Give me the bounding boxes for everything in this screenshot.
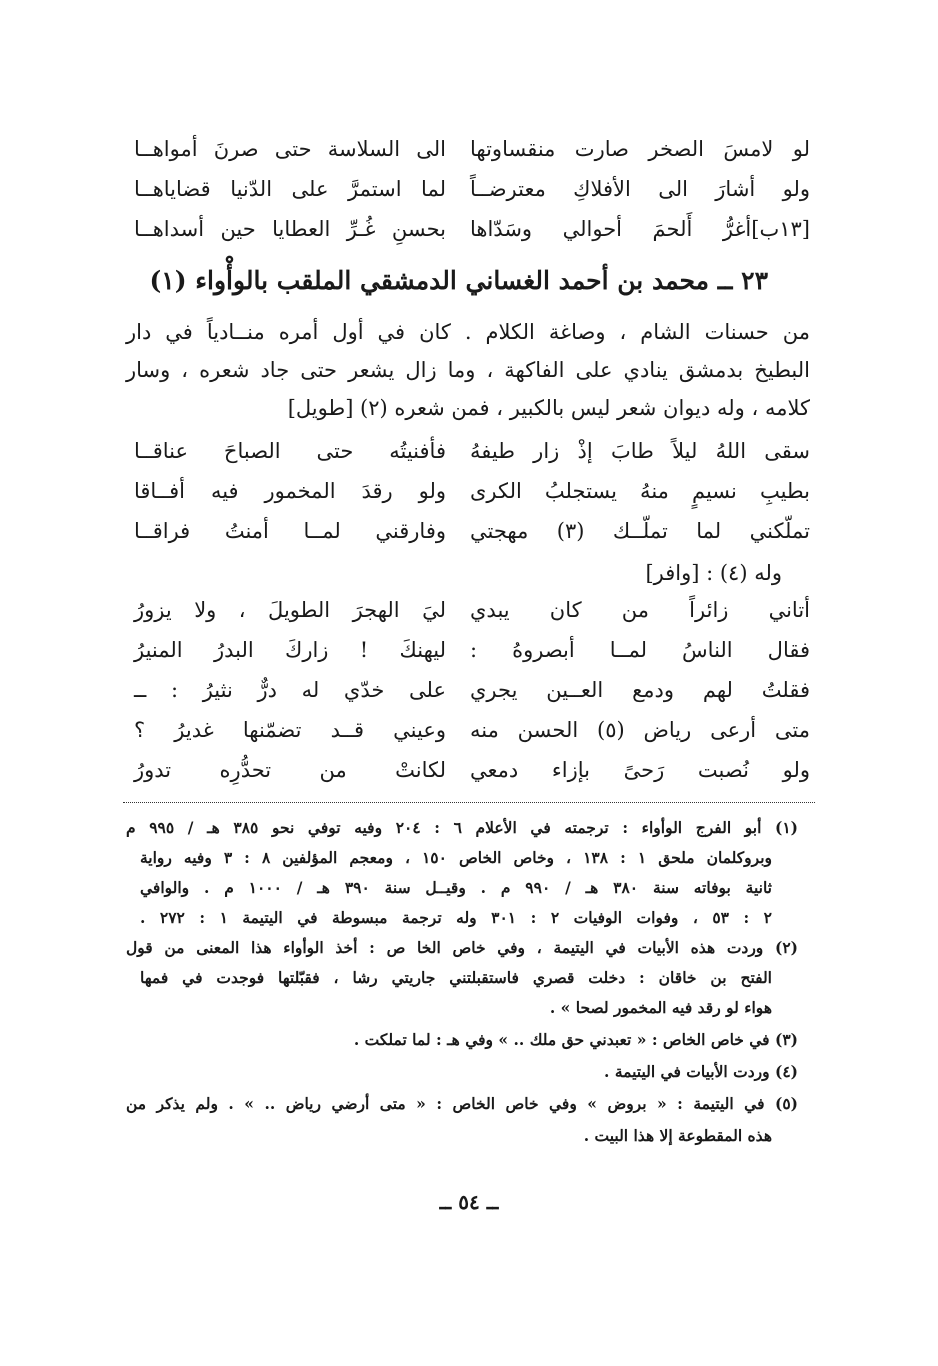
verse-hemistich-right: سقى اللهُ ليلاً طابَ إذْ زار طيفهُ xyxy=(470,439,810,463)
footnote-line: ٢ : ٥٣ ، وفوات الوفيات ٢ : ٣٠١ وله ترجمة مبسوطة في اليتيمة ١ : ٢٧٢ . xyxy=(140,908,772,927)
footnote-line: وبروكلمان ملحق ١ : ١٣٨ ، وخاص الخاص ١٥٠ ، ومعجم المؤلفين ٨ : ٣ وفيه رواية xyxy=(140,848,773,867)
meter-label: وله (٤) : [وافر] xyxy=(645,561,782,585)
footnote-line: (٢) وردت هذه الأبيات في اليتيمة ، وفي خاص الخا ص : أخذ الوأواء هذا المعنى من قول xyxy=(126,938,798,957)
footnote-line: (١) أبو الفرج الوأواء : ترجمته في الأعلام ٦ : ٢٠٤ وفيه توفي نحو ٣٨٥ هـ / ٩٩٥ م xyxy=(126,818,798,837)
entry-heading: ٢٣ ــ محمد بن أحمد الغساني الدمشقي الملقب بالوأْواء (١) xyxy=(149,266,768,295)
verse-hemistich-right: فقال الناسُ لمــا أبصروهُ : xyxy=(470,638,810,662)
prose-line: من حسنات الشام ، وصاغة الكلام . كان في أول أمره منــادياً في دار xyxy=(126,320,810,344)
verse-hemistich-left: ولو رقدَ المخمور فيه أفــاقا xyxy=(134,479,446,503)
verse-hemistich-right: ولو نُصبت رَحىً بإزاء دمعي xyxy=(470,758,810,782)
verse-hemistich-right: تملّكني لما تملّــك (٣) مهجتي xyxy=(470,519,810,543)
verse-hemistich-left: وعيني قــد تضمّنها غديرُ ؟ xyxy=(134,718,446,742)
verse-hemistich-right: [١٣ب]أغرُّ أَلحمَ أحوالي وسَدّاها xyxy=(470,217,810,241)
verse-hemistich-left: الى السلاسة حتى صرنَ أمواهــا xyxy=(134,137,446,161)
verse-hemistich-left: ليَ الهجرَ الطويلَ ، ولا يزورُ xyxy=(134,598,446,622)
footnote-line: (٣) في خاص الخاص : « تعبدني حق ملك .. » وفي هـ : لما تملكت . xyxy=(353,1030,798,1049)
verse-hemistich-left: وفارقني لمــا أمنتُ فراقــا xyxy=(134,519,446,543)
footnote-line: ثانية بوفاته سنة ٣٨٠ هـ / ٩٩٠ م . وقيــل سنة ٣٩٠ هـ / ١٠٠٠ م . والوافي xyxy=(140,878,772,897)
verse-hemistich-right: متى أرعى رياض (٥) الحسن منه xyxy=(470,718,810,742)
verse-hemistich-left: فأفنيتُه حتى الصباحَ عناقــا xyxy=(134,439,446,463)
prose-line: كلامه ، وله ديوان شعر ليس بالكبير ، فمن شعره (٢) [طويل] xyxy=(287,396,810,420)
footnote-line: (٥) في اليتيمة : « بروض » وفي خاص الخاص : « متى أرضي رياض .. » . ولم يذكر من xyxy=(126,1094,798,1113)
footnote-line: (٤) وردت الأبيات في اليتيمة . xyxy=(604,1062,798,1081)
verse-hemistich-right: لو لامسَ الصخر صارت منقساوتها xyxy=(470,137,810,161)
verse-hemistich-right: ولو أشارَ الى الأفلاكِ معترضــاً xyxy=(470,177,810,201)
footnote-line: هذه المقطوعة إلا هذا البيت . xyxy=(583,1126,772,1145)
verse-hemistich-left: لما استمرَّ على الدّنيا قضاياهــا xyxy=(134,177,446,201)
footnote-line: هواء لو رقد فيه المخمور لصحا » . xyxy=(549,998,772,1017)
verse-hemistich-left: على خدّي له درٌّ نثيرُ : ــ xyxy=(134,678,446,702)
verse-hemistich-left: بحسنِ غُـرِّ العطايا حين أسداهــا xyxy=(134,217,446,241)
footnote-line: الفتح بن خاقان : دخلت قصري فاستقبلتني جاريتي رشا ، فقبّلتها فوجدت في فمها xyxy=(140,968,772,987)
verse-hemistich-right: فقلتُ لهم ودمع العــين يجري xyxy=(470,678,810,702)
verse-hemistich-right: بطيبِ نسيمٍ منهُ يستجلبُ الكرى xyxy=(470,479,810,503)
verse-hemistich-left: لكانتْ من تحدُّرِه تدورُ xyxy=(134,758,446,782)
footnote-divider xyxy=(123,802,815,803)
verse-hemistich-right: أتاني زائراً من كان يبدي xyxy=(470,598,810,622)
page-number: ــ ٥٤ ــ xyxy=(439,1190,499,1214)
prose-line: البطيخ بدمشق ينادي على الفاكهة ، وما زال يشعر حتى جاد شعره ، وسار xyxy=(126,358,810,382)
verse-hemistich-left: ليهنكَ ! زاركَ البدرُ المنيرُ xyxy=(134,638,446,662)
